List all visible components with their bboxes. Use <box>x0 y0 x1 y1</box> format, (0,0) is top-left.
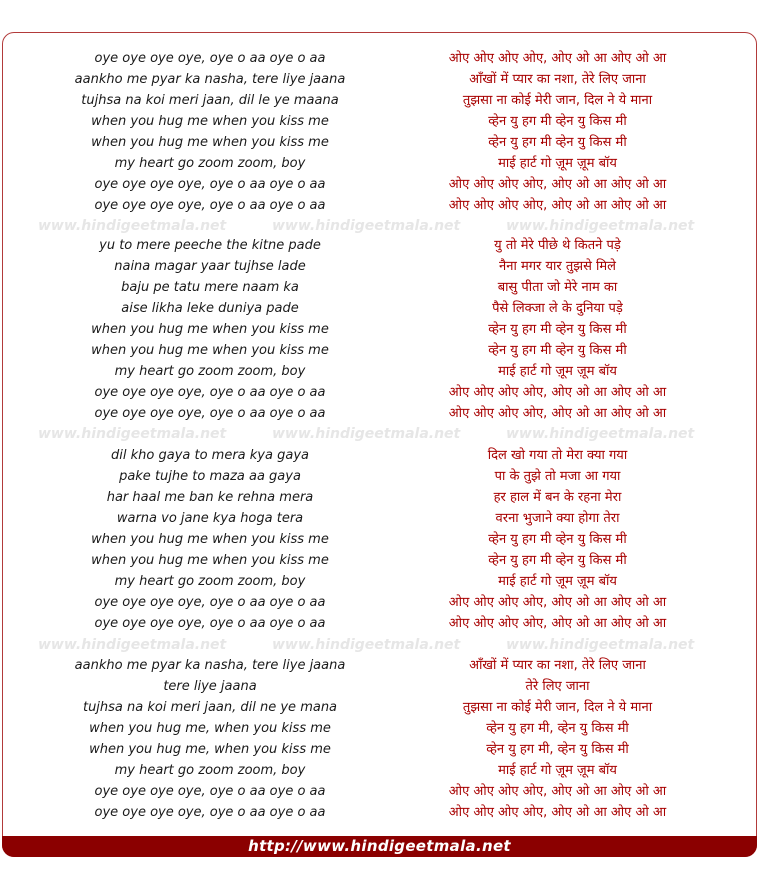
watermark-text: www.hindigeetmala.net <box>506 637 695 653</box>
lyric-line-english: oye oye oye oye, oye o aa oye o aa <box>94 51 326 66</box>
lyric-line-hindi: व्हेन यु हग मी व्हेन यु किस मी <box>488 135 627 150</box>
lyric-line-english: tujhsa na koi meri jaan, dil ne ye mana <box>82 700 338 715</box>
lyric-line-english: dil kho gaya to mera kya gaya <box>111 448 309 463</box>
lyric-line-hindi: माई हार्ट गो ज़ूम ज़ूम बॉय <box>498 574 617 589</box>
watermark-text: www.hindigeetmala.net <box>506 426 695 442</box>
watermark-text: www.hindigeetmala.net <box>38 218 227 234</box>
lyric-line-english: aankho me pyar ka nasha, tere liye jaana <box>74 72 346 87</box>
lyric-line-english: my heart go zoom zoom, boy <box>114 156 306 171</box>
watermark-text: www.hindigeetmala.net <box>272 426 461 442</box>
lyric-line-hindi: बासु पीता जो मेरे नाम का <box>497 280 618 295</box>
lyric-line-english: aise likha leke duniya pade <box>121 301 299 316</box>
lyric-line-hindi: ओए ओए ओए ओए, ओए ओ आ ओए ओ आ <box>448 595 667 610</box>
lyric-line-english: oye oye oye oye, oye o aa oye o aa <box>94 784 326 799</box>
lyric-line-english: when you hug me when you kiss me <box>91 322 329 337</box>
lyric-line-hindi: व्हेन यु हग मी व्हेन यु किस मी <box>488 114 627 129</box>
watermark-text: www.hindigeetmala.net <box>38 426 227 442</box>
watermark-text: www.hindigeetmala.net <box>38 637 227 653</box>
lyric-line-english: my heart go zoom zoom, boy <box>114 763 306 778</box>
lyric-line-english: oye oye oye oye, oye o aa oye o aa <box>94 177 326 192</box>
lyric-line-hindi: ओए ओए ओए ओए, ओए ओ आ ओए ओ आ <box>448 406 667 421</box>
lyric-line-english: oye oye oye oye, oye o aa oye o aa <box>94 385 326 400</box>
footer-site-link[interactable]: http://www.hindigeetmala.net <box>248 837 511 855</box>
lyric-line-hindi: माई हार्ट गो ज़ूम ज़ूम बॉय <box>498 364 617 379</box>
lyric-line-english: yu to mere peeche the kitne pade <box>99 238 321 253</box>
lyric-line-english: when you hug me, when you kiss me <box>89 721 331 736</box>
lyric-line-english: har haal me ban ke rehna mera <box>106 490 314 505</box>
lyric-line-hindi: व्हेन यु हग मी, व्हेन यु किस मी <box>486 742 629 757</box>
lyric-line-english: when you hug me, when you kiss me <box>89 742 331 757</box>
lyric-line-english: aankho me pyar ka nasha, tere liye jaana <box>74 658 346 673</box>
lyric-line-hindi: व्हेन यु हग मी व्हेन यु किस मी <box>488 322 627 337</box>
lyric-line-english: when you hug me when you kiss me <box>91 114 329 129</box>
lyric-line-english: when you hug me when you kiss me <box>91 135 329 150</box>
lyric-line-english: when you hug me when you kiss me <box>91 553 329 568</box>
lyric-line-english: when you hug me when you kiss me <box>91 532 329 547</box>
lyric-line-hindi: तुझसा ना कोई मेरी जान, दिल ने ये माना <box>462 93 653 108</box>
lyric-line-hindi: पा के तुझे तो मजा आ गया <box>494 469 621 484</box>
lyric-line-english: oye oye oye oye, oye o aa oye o aa <box>94 198 326 213</box>
lyric-line-hindi: पैसे लिक्जा ले के दुनिया पड़े <box>492 301 623 316</box>
lyric-line-hindi: आँखों में प्यार का नशा, तेरे लिए जाना <box>469 658 646 673</box>
lyric-line-hindi: व्हेन यु हग मी व्हेन यु किस मी <box>488 532 627 547</box>
lyric-line-english: tujhsa na koi meri jaan, dil le ye maana <box>81 93 339 108</box>
lyric-line-hindi: माई हार्ट गो ज़ूम ज़ूम बॉय <box>498 763 617 778</box>
lyric-line-hindi: दिल खो गया तो मेरा क्या गया <box>487 448 628 463</box>
lyric-line-hindi: ओए ओए ओए ओए, ओए ओ आ ओए ओ आ <box>448 51 667 66</box>
lyric-line-english: baju pe tatu mere naam ka <box>121 280 299 295</box>
lyric-line-hindi: व्हेन यु हग मी व्हेन यु किस मी <box>488 553 627 568</box>
lyric-line-hindi: नैना मगर यार तुझसे मिले <box>499 259 616 274</box>
lyric-line-english: my heart go zoom zoom, boy <box>114 574 306 589</box>
watermark-text: www.hindigeetmala.net <box>272 218 461 234</box>
lyric-line-hindi: ओए ओए ओए ओए, ओए ओ आ ओए ओ आ <box>448 385 667 400</box>
lyric-line-english: oye oye oye oye, oye o aa oye o aa <box>94 616 326 631</box>
lyric-line-english: my heart go zoom zoom, boy <box>114 364 306 379</box>
lyric-line-english: tere liye jaana <box>163 679 257 694</box>
lyric-line-english: oye oye oye oye, oye o aa oye o aa <box>94 805 326 820</box>
lyric-line-hindi: ओए ओए ओए ओए, ओए ओ आ ओए ओ आ <box>448 177 667 192</box>
lyric-line-hindi: तुझसा ना कोई मेरी जान, दिल ने ये माना <box>462 700 653 715</box>
lyric-line-hindi: ओए ओए ओए ओए, ओए ओ आ ओए ओ आ <box>448 616 667 631</box>
lyric-line-english: when you hug me when you kiss me <box>91 343 329 358</box>
lyric-line-hindi: व्हेन यु हग मी व्हेन यु किस मी <box>488 343 627 358</box>
lyric-line-english: pake tujhe to maza aa gaya <box>119 469 301 484</box>
lyric-line-hindi: हर हाल में बन के रहना मेरा <box>493 490 622 505</box>
lyric-line-hindi: माई हार्ट गो ज़ूम ज़ूम बॉय <box>498 156 617 171</box>
watermark-text: www.hindigeetmala.net <box>506 218 695 234</box>
lyric-line-hindi: व्हेन यु हग मी, व्हेन यु किस मी <box>486 721 629 736</box>
footer-bar <box>2 836 757 857</box>
watermark-text: www.hindigeetmala.net <box>272 637 461 653</box>
lyric-line-hindi: ओए ओए ओए ओए, ओए ओ आ ओए ओ आ <box>448 198 667 213</box>
lyric-line-hindi: यु तो मेरे पीछे थे कितने पड़े <box>494 238 621 253</box>
lyric-line-hindi: तेरे लिए जाना <box>525 679 590 694</box>
lyric-line-english: warna vo jane kya hoga tera <box>116 511 304 526</box>
lyric-line-english: oye oye oye oye, oye o aa oye o aa <box>94 595 326 610</box>
lyric-line-hindi: ओए ओए ओए ओए, ओए ओ आ ओए ओ आ <box>448 805 667 820</box>
lyric-line-english: naina magar yaar tujhse lade <box>114 259 306 274</box>
lyric-line-hindi: ओए ओए ओए ओए, ओए ओ आ ओए ओ आ <box>448 784 667 799</box>
lyric-line-hindi: वरना भुजाने क्या होगा तेरा <box>495 511 620 526</box>
lyric-line-hindi: आँखों में प्यार का नशा, तेरे लिए जाना <box>469 72 646 87</box>
lyric-line-english: oye oye oye oye, oye o aa oye o aa <box>94 406 326 421</box>
